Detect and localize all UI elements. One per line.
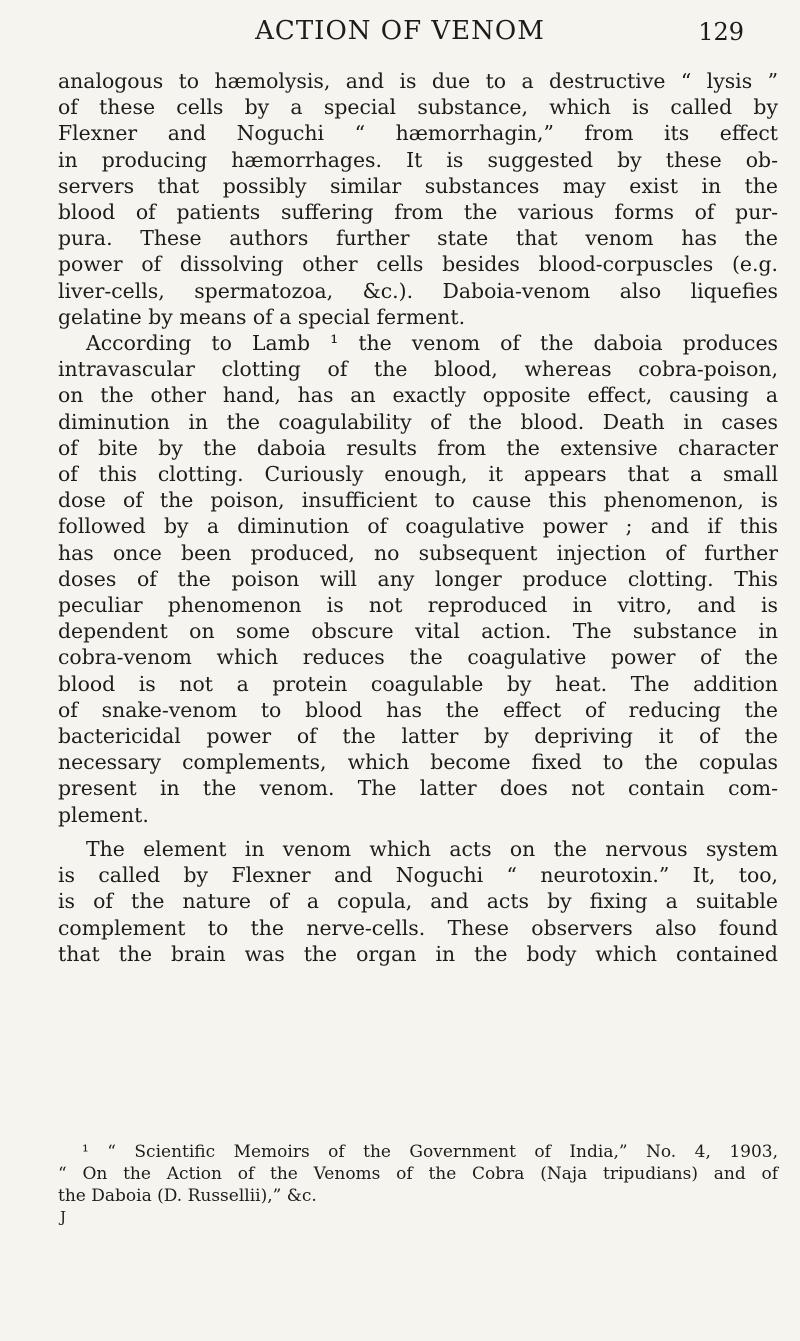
text-line: of this clotting. Curiously enough, it appears that a small bbox=[58, 462, 778, 487]
text-line: power of dissolving other cells besides blood-corpuscles (e.g. bbox=[58, 252, 778, 277]
text-line: blood is not a protein coagulable by heat. The addition bbox=[58, 671, 778, 696]
text-line: intravascular clotting of the blood, whereas cobra-poison, bbox=[58, 357, 778, 382]
text-line: that the brain was the organ in the body which contained bbox=[58, 941, 778, 966]
footnote-line: “ On the Action of the Venoms of the Cobra (Naja tripudians) and of bbox=[58, 1164, 778, 1184]
text-line: present in the venom. The latter does not contain com- bbox=[58, 776, 778, 801]
text-line: analogous to hæmolysis, and is due to a destructive “ lysis ” bbox=[58, 69, 778, 93]
footnote-line: the Daboia (D. Russellii),” &c. bbox=[58, 1186, 317, 1206]
text-line: in producing hæmorrhages. It is suggested by these ob- bbox=[58, 147, 778, 172]
text-line: followed by a diminution of coagulative power ; and if this bbox=[58, 514, 778, 539]
text-line: plement. bbox=[58, 802, 149, 827]
text-line: servers that possibly similar substances may exist in the bbox=[58, 173, 778, 198]
footnote-line: ¹ “ Scientific Memoirs of the Government of India,” No. 4, 1903, bbox=[82, 1142, 778, 1162]
page-number: 129 bbox=[698, 18, 744, 46]
text-line: complement to the nerve-cells. These observers also found bbox=[58, 915, 778, 940]
text-line: blood of patients suffering from the various forms of pur- bbox=[58, 200, 778, 225]
text-line: dependent on some obscure vital action. The substance in bbox=[58, 619, 778, 644]
text-line: The element in venom which acts on the nervous system bbox=[86, 836, 778, 861]
text-line: has once been produced, no subsequent injection of further bbox=[58, 540, 778, 565]
footnote bbox=[58, 1141, 778, 1207]
text-line: of snake-venom to blood has the effect of reducing the bbox=[58, 697, 778, 722]
text-line: liver-cells, spermatozoa, &c.). Daboia-venom also liquefies bbox=[58, 278, 778, 303]
text-line: is of the nature of a copula, and acts by fixing a suitable bbox=[58, 889, 778, 914]
page-header bbox=[0, 16, 800, 56]
text-line: of bite by the daboia results from the extensive character bbox=[58, 435, 778, 460]
paragraph-1 bbox=[58, 68, 778, 330]
text-line: diminution in the coagulability of the blood. Death in cases bbox=[58, 409, 778, 434]
text-line: on the other hand, has an exactly opposite effect, causing a bbox=[58, 383, 778, 408]
paragraph-2 bbox=[58, 330, 778, 828]
text-line: gelatine by means of a special ferment. bbox=[58, 304, 466, 329]
text-line: necessary complements, which become fixed to the copulas bbox=[58, 750, 778, 775]
text-line: peculiar phenomenon is not reproduced in vitro, and is bbox=[58, 593, 778, 618]
text-line: bactericidal power of the latter by depriving it of the bbox=[58, 724, 778, 749]
text-line: According to Lamb ¹ the venom of the daboia produces bbox=[86, 331, 778, 356]
paragraph-3 bbox=[58, 836, 778, 967]
text-line: pura. These authors further state that venom has the bbox=[58, 226, 778, 251]
body-text bbox=[58, 68, 778, 967]
text-line: Flexner and Noguchi “ hæmorrhagin,” from its effect bbox=[58, 121, 778, 146]
text-line: dose of the poison, insufficient to cause this phenomenon, is bbox=[58, 488, 778, 513]
text-line: cobra-venom which reduces the coagulative power of the bbox=[58, 645, 778, 670]
running-title: ACTION OF VENOM bbox=[255, 16, 545, 46]
text-line: of these cells by a special substance, which is called by bbox=[58, 95, 778, 120]
text-line: doses of the poison will any longer produce clotting. This bbox=[58, 566, 778, 591]
text-line: is called by Flexner and Noguchi “ neurotoxin.” It, too, bbox=[58, 863, 778, 888]
signature-mark: J bbox=[60, 1208, 67, 1226]
